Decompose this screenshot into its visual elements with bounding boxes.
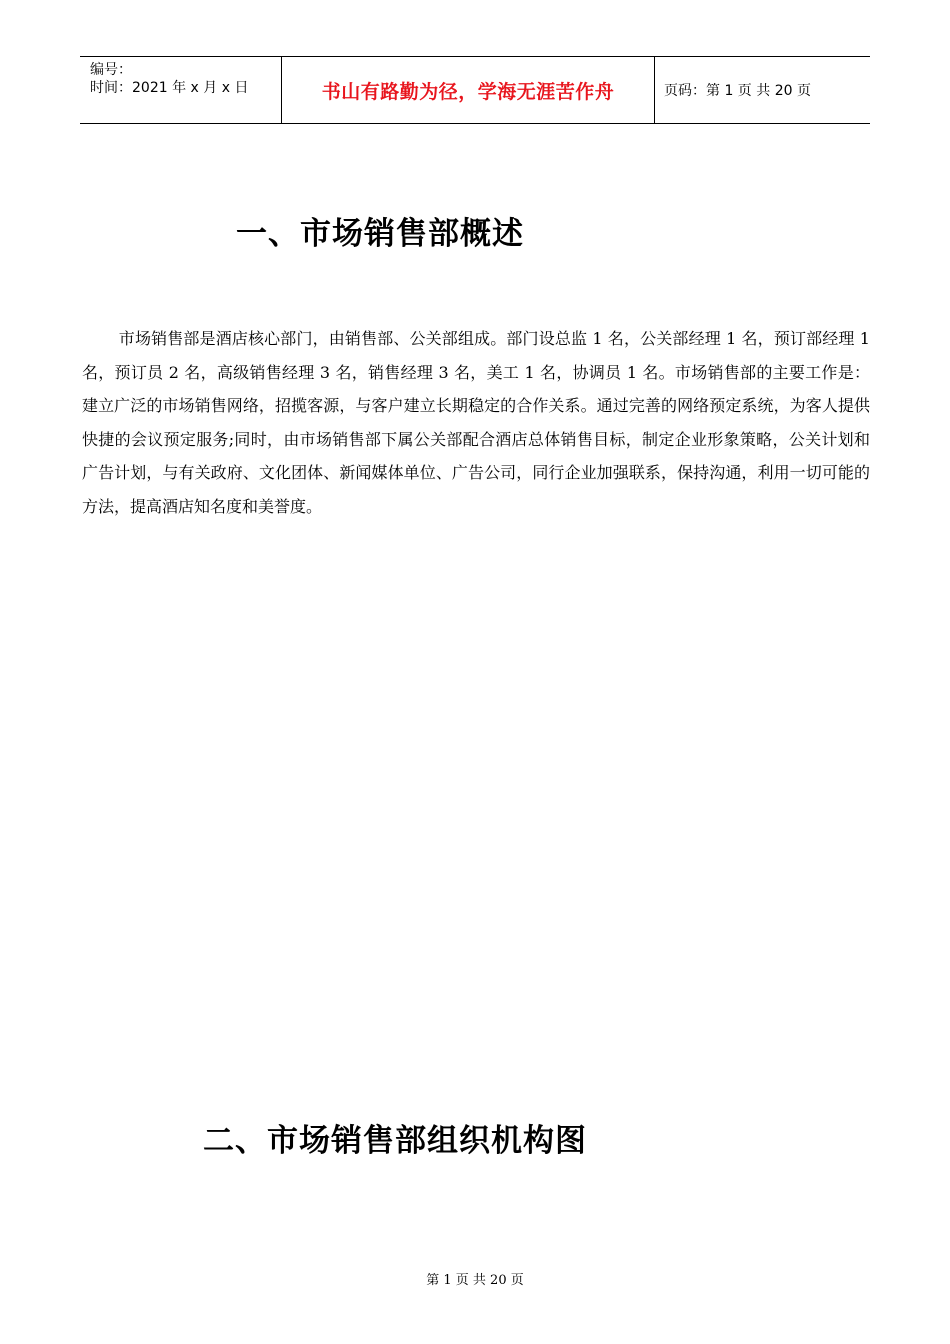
page-header xyxy=(80,56,870,124)
header-page-code-cell xyxy=(655,57,870,123)
section-title-overview: 一、市场销售部概述 xyxy=(236,216,524,252)
header-meta xyxy=(80,57,281,123)
document-date: 时间：2021 年 x 月 x 日 xyxy=(90,80,249,96)
header-motto: 书山有路勤为径，学海无涯苦作舟 xyxy=(321,80,615,103)
header-motto-cell xyxy=(281,57,655,123)
section-title-org-chart: 二、市场销售部组织机构图 xyxy=(203,1123,587,1159)
header-page-code: 页码：第 1 页 共 20 页 xyxy=(664,83,811,99)
page-footer: 第 1 页 共 20 页 xyxy=(426,1273,524,1288)
section-overview-body: 市场销售部是酒店核心部门，由销售部、公关部组成。部门设总监 1 名，公关部经理 1 名，预订部经理 1 名，预订员 2 名，高级销售经理 3 名，销售经理 3 名，美工 1 名，协调员 1 名。市场销售部的主要工作是：建立广泛的市场销售网络，招揽客源，与客户建立长期稳定的合作关系。通过完善的网络预定系统，为客人提供快捷的会议预定服务;同时，由市场销售部下属公关部配合酒店总体销售目标，制定企业形象策略，公关计划和广告计划，与有关政府、文化团体、新闻媒体单位、广告公司，同行企业加强联系，保持沟通，利用一切可能的方法，提高酒店知名度和美誉度。 xyxy=(82,329,870,516)
document-number-label: 编号： xyxy=(90,62,132,78)
